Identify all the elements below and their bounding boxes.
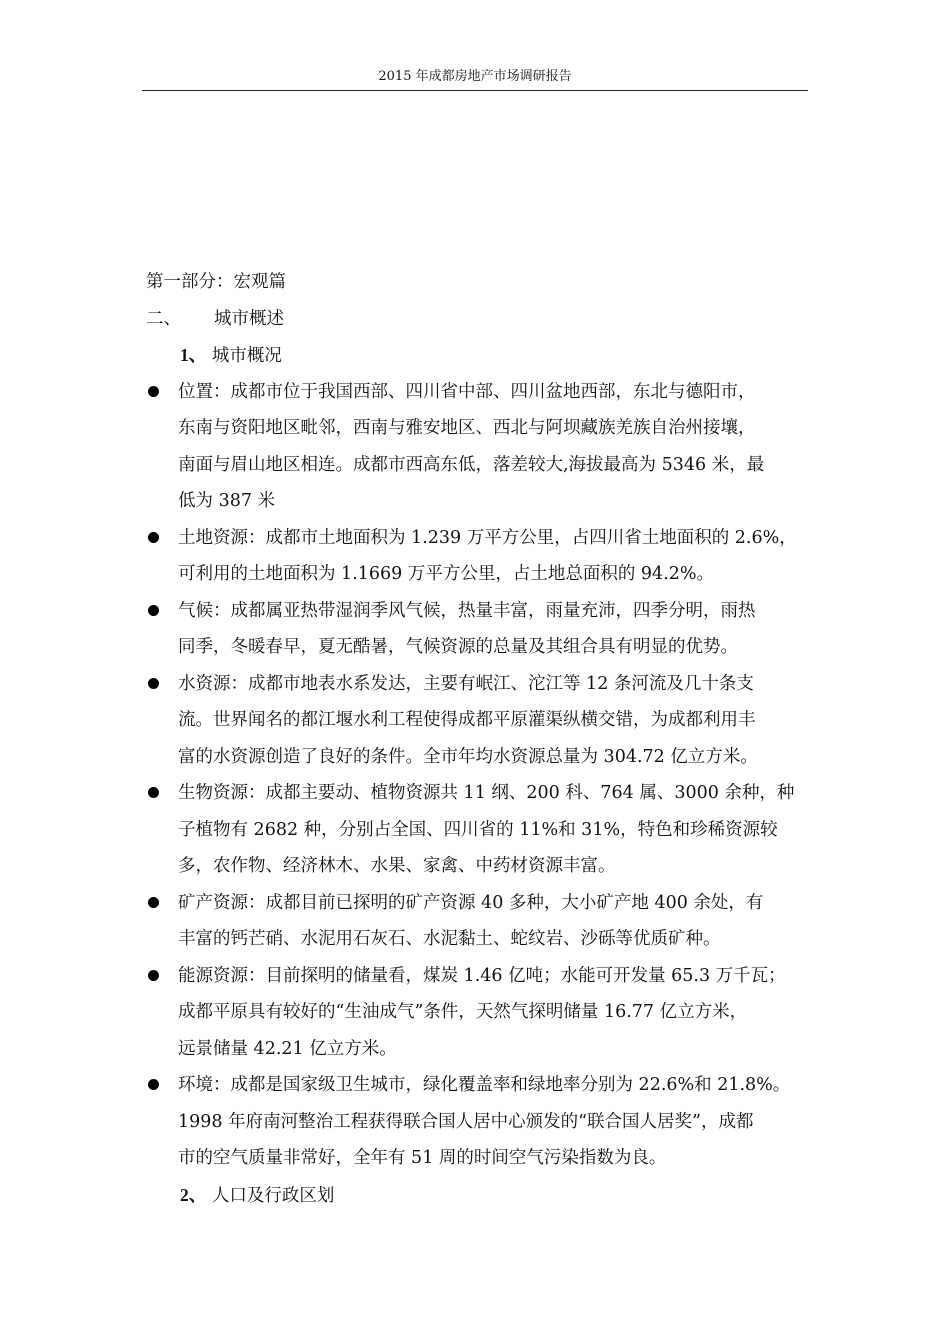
bullet-list [146,374,810,1177]
bullet-line: 多，农作物、经济林木、水果、家禽、中药材资源丰富。 [178,856,616,876]
bullet-item-location [146,374,810,520]
subsection-title: 人口及行政区划 [211,1185,335,1206]
bullet-line: 成都平原具有较好的“生油成气”条件，天然气探明储量 16.77 亿立方米， [178,1002,748,1022]
bullet-icon [148,787,159,798]
bullet-line: 矿产资源：成都目前已探明的矿产资源 40 多种，大小矿产地 400 余处，有 [178,892,764,913]
bullet-line: 丰富的钙芒硝、水泥用石灰石、水泥黏土、蛇纹岩、沙砾等优质矿种。 [178,929,721,949]
bullet-line: 气候：成都属亚热带湿润季风气候，热量丰富，雨量充沛，四季分明，雨热 [178,600,756,621]
subsection-heading [146,1177,810,1214]
bullet-icon [148,1079,159,1090]
bullet-line: 水资源：成都市地表水系发达，主要有岷江、沱江等 12 条河流及几十条支 [178,673,754,694]
bullet-line: 远景储量 42.21 亿立方米。 [178,1038,397,1059]
bullet-line: 1998 年府南河整治工程获得联合国人居中心颁发的“联合国人居奖”，成都 [178,1111,754,1132]
bullet-text [178,593,810,666]
part-title: 第一部分：宏观篇 [146,272,286,292]
bullet-line: 富的水资源创造了良好的条件。全市年均水资源总量为 304.72 亿立方米。 [178,746,758,767]
bullet-line: 能源资源：目前探明的储量看，煤炭 1.46 亿吨；水能可开发量 65.3 万千瓦； [178,965,786,986]
bullet-text [178,885,810,958]
bullet-item-climate [146,593,810,666]
bullet-line: 生物资源：成都主要动、植物资源共 11 纲、200 科、764 属、3000 余种，种 [178,783,795,803]
bullet-item-biology [146,775,810,885]
bullet-icon [148,386,159,397]
subsection-title: 城市概况 [211,346,282,366]
bullet-icon [148,678,159,689]
bullet-text [178,374,810,520]
bullet-item-environment [146,1067,810,1177]
section-heading [146,301,810,338]
subsection-number: 1、 [180,345,207,365]
bullet-icon [148,897,159,908]
bullet-line: 东南与资阳地区毗邻，西南与雅安地区、西北与阿坝藏族羌族自治州接壤， [178,418,756,438]
bullet-line: 土地资源：成都市土地面积为 1.239 万平方公里，占四川省土地面积的 2.6%， [178,527,797,548]
bullet-line: 同季，冬暖春早，夏无酷暑，气候资源的总量及其组合具有明显的优势。 [178,637,738,657]
bullet-item-minerals [146,885,810,958]
bullet-text [178,666,810,776]
section-number: 二、 [146,308,181,329]
bullet-line: 南面与眉山地区相连。成都市西高东低，落差较大,海拔最高为 5346 米，最 [178,454,765,475]
subsection-heading [146,337,810,374]
bullet-item-energy [146,958,810,1068]
bullet-icon [148,605,159,616]
bullet-icon [148,970,159,981]
bullet-text [178,1067,810,1177]
bullet-text [178,958,810,1068]
bullet-item-water [146,666,810,776]
bullet-line: 子植物有 2682 种，分别占全国、四川省的 11%和 31%，特色和珍稀资源较 [178,819,778,840]
bullet-icon [148,532,159,543]
subsection-number: 2、 [180,1184,207,1205]
header-title: 2015 年成都房地产市场调研报告 [378,69,572,84]
bullet-line: 低为 387 米 [178,491,276,511]
document-body [146,264,810,1213]
page-header [142,68,808,91]
bullet-line: 可利用的土地面积为 1.1669 万平方公里，占土地总面积的 94.2%。 [178,564,715,584]
bullet-item-land [146,520,810,593]
bullet-line: 环境：成都是国家级卫生城市，绿化覆盖率和绿地率分别为 22.6%和 21.8%。 [178,1075,791,1095]
bullet-line: 流。世界闻名的都江堰水利工程使得成都平原灌渠纵横交错，为成都利用丰 [178,710,756,730]
bullet-line: 市的空气质量非常好，全年有 51 周的时间空气污染指数为良。 [178,1148,667,1168]
bullet-text [178,775,810,885]
bullet-line: 位置：成都市位于我国西部、四川省中部、四川盆地西部，东北与德阳市， [178,381,756,402]
section-title: 城市概述 [214,308,284,329]
bullet-text [178,520,810,593]
